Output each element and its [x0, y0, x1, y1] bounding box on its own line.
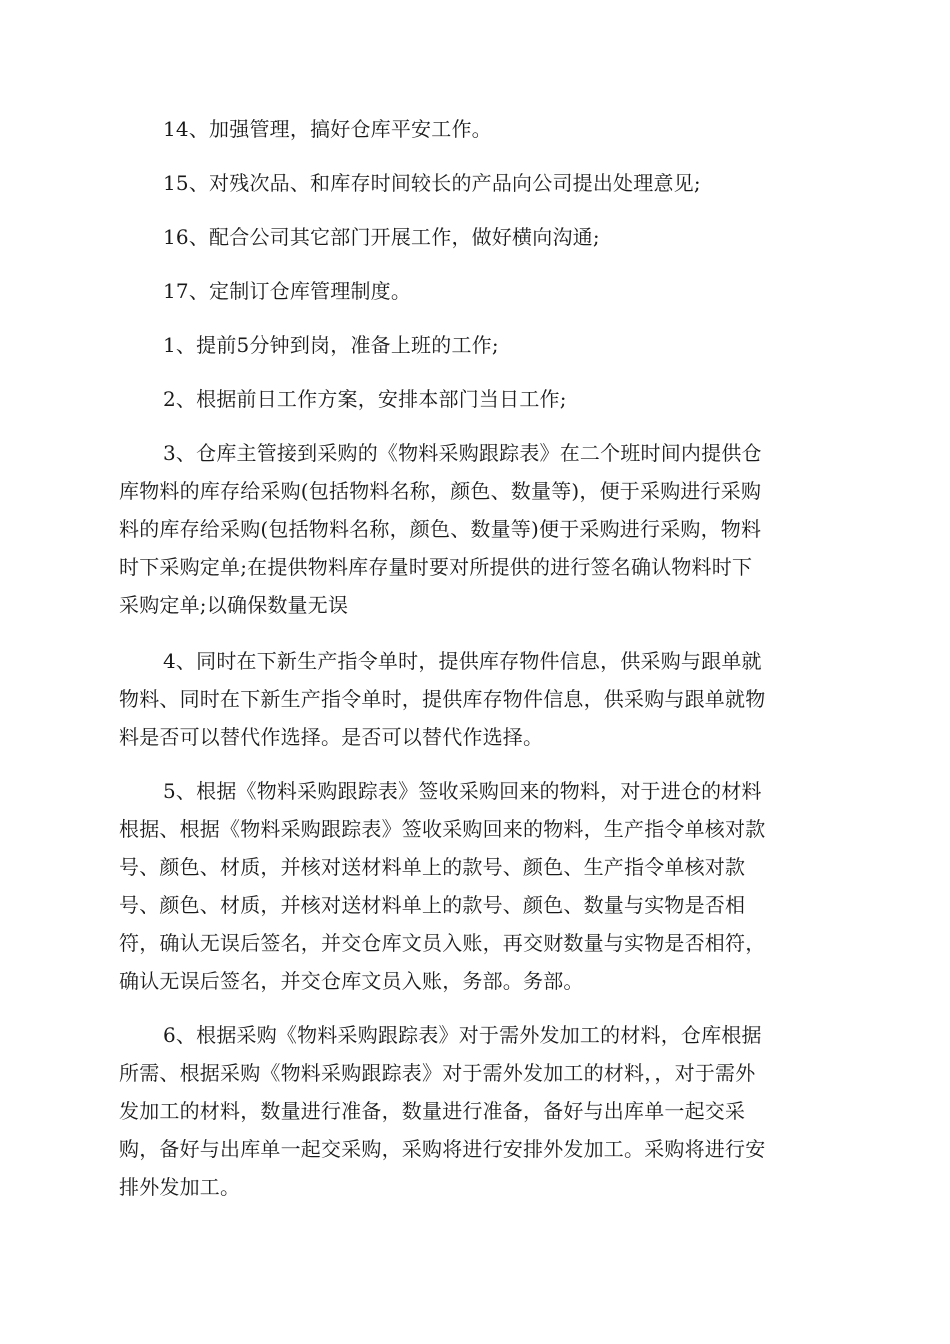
text-line: 物料、同时在下新生产指令单时，提供库存物件信息，供采购与跟单就物 — [119, 687, 766, 711]
text-line: 4、同时在下新生产指令单时，提供库存物件信息，供采购与跟单就 — [163, 649, 762, 673]
text-line: 排外发加工。 — [119, 1175, 241, 1199]
text-line: 1、提前5分钟到岗，准备上班的工作; — [163, 333, 499, 357]
text-line: 时下采购定单;在提供物料库存量时要对所提供的进行签名确认物料时下 — [119, 555, 753, 579]
text-line: 3、仓库主管接到采购的《物料采购跟踪表》在二个班时间内提供仓 — [163, 441, 762, 465]
text-line: 库物料的库存给采购(包括物料名称，颜色、数量等)，便于采购进行采购 — [119, 479, 762, 503]
text-line: 号、颜色、材质，并核对送材料单上的款号、颜色、数量与实物是否相 — [119, 893, 746, 917]
text-line: 料的库存给采购(包括物料名称，颜色、数量等)便于采购进行采购，物料 — [119, 517, 762, 541]
text-line: 购，备好与出库单一起交采购，采购将进行安排外发加工。采购将进行安 — [119, 1137, 766, 1161]
text-line: 号、颜色、材质，并核对送材料单上的款号、颜色、生产指令单核对款 — [119, 855, 746, 879]
text-line: 17、定制订仓库管理制度。 — [163, 279, 412, 303]
text-line: 采购定单;以确保数量无误 — [119, 593, 349, 617]
text-line: 6、根据采购《物料采购跟踪表》对于需外发加工的材料，仓库根据 — [163, 1023, 762, 1047]
text-line: 2、根据前日工作方案，安排本部门当日工作; — [163, 387, 567, 411]
text-line: 确认无误后签名，并交仓库文员入账，务部。务部。 — [119, 969, 584, 993]
text-line: 14、加强管理，搞好仓库平安工作。 — [163, 117, 492, 141]
text-line: 5、根据《物料采购跟踪表》签收采购回来的物料，对于进仓的材料 — [163, 779, 762, 803]
text-line: 料是否可以替代作选择。是否可以替代作选择。 — [119, 725, 544, 749]
text-line: 发加工的材料，数量进行准备，数量进行准备，备好与出库单一起交采 — [119, 1099, 746, 1123]
text-line: 16、配合公司其它部门开展工作，做好横向沟通; — [163, 225, 600, 249]
text-line: 符，确认无误后签名，并交仓库文员入账，再交财数量与实物是否相符， — [119, 931, 766, 955]
text-line: 根据、根据《物料采购跟踪表》签收采购回来的物料，生产指令单核对款 — [119, 817, 766, 841]
text-line: 所需、根据采购《物料采购跟踪表》对于需外发加工的材料，，对于需外 — [119, 1061, 756, 1085]
text-line: 15、对残次品、和库存时间较长的产品向公司提出处理意见; — [163, 171, 701, 195]
